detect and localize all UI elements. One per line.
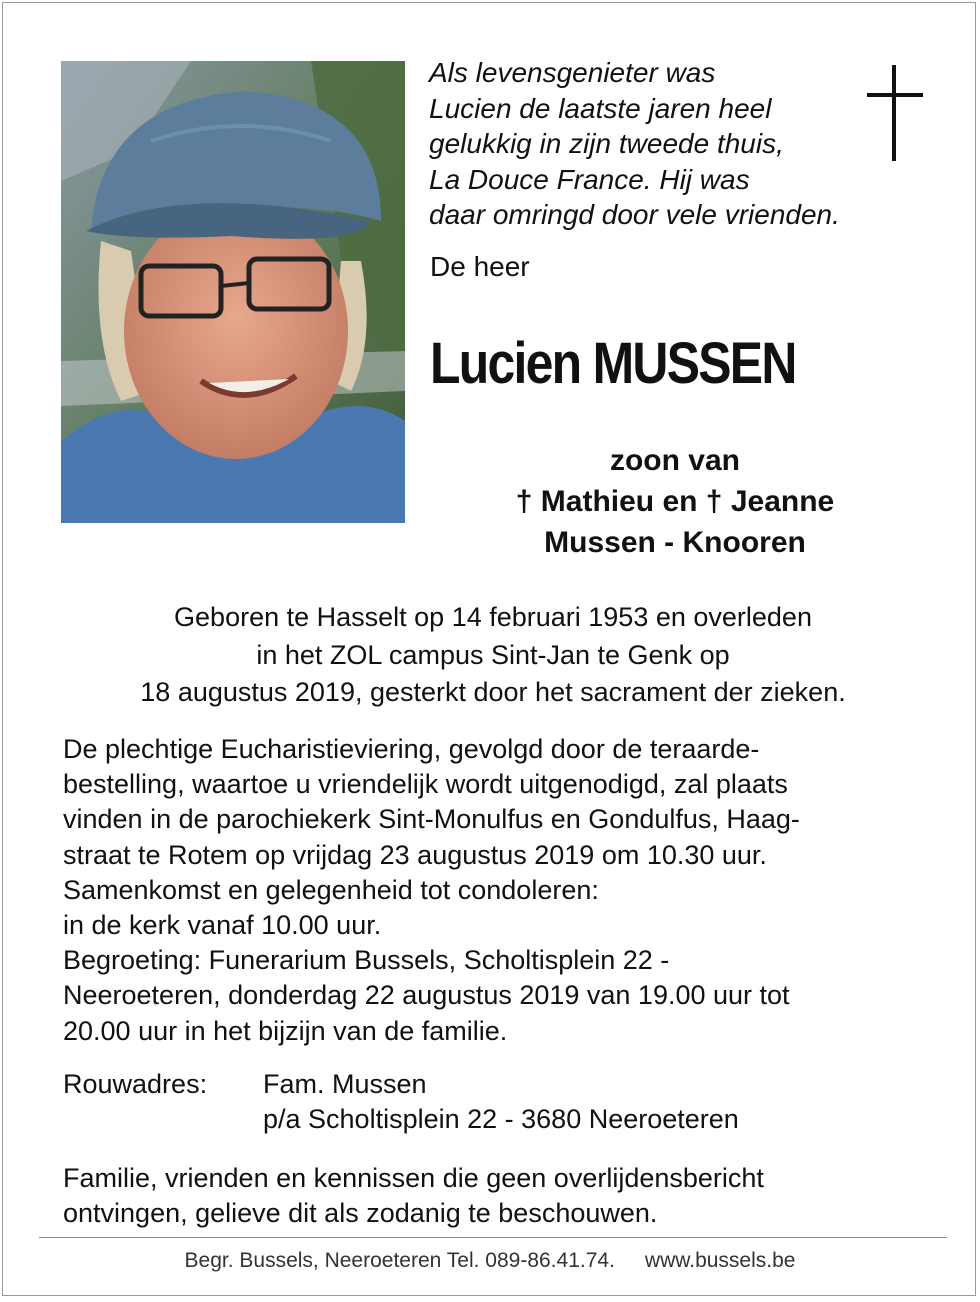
service-line: Begroeting: Funerarium Bussels, Scholtisplein 22 - [63, 945, 670, 976]
birth-death-paragraph [43, 599, 943, 712]
quote-line: Lucien de laatste jaren heel [429, 92, 772, 124]
deceased-name: Lucien MUSSEN [430, 331, 796, 396]
honorific-title: De heer [430, 251, 530, 282]
footer-divider [39, 1237, 947, 1238]
parents-line: zoon van [609, 444, 740, 477]
parents-block [433, 440, 917, 563]
service-line: Neeroeteren, donderdag 22 augustus 2019 van 19.00 uur tot [63, 980, 790, 1011]
parents-line: † Mathieu en † Jeanne [515, 485, 835, 518]
footer [3, 1249, 977, 1273]
quote-line: Als levensgenieter was [429, 57, 716, 88]
birth-line: Geboren te Hasselt op 14 februari 1953 en overleden [174, 602, 812, 632]
service-line: straat te Rotem op vrijdag 23 augustus 2019 om 10.30 uur. [63, 839, 767, 870]
mourning-address-line: p/a Scholtisplein 22 - 3680 Neeroeteren [263, 1104, 739, 1134]
closing-note [63, 1161, 764, 1231]
birth-line: in het ZOL campus Sint-Jan te Genk op [256, 639, 730, 670]
mourning-address-line: Fam. Mussen [263, 1069, 427, 1099]
quote-line: daar omringd door vele vrienden. [429, 199, 840, 230]
quote-line: gelukkig in zijn tweede thuis, [429, 128, 784, 159]
footer-website-link[interactable]: www.bussels.be [644, 1249, 796, 1272]
footer-contact: Begr. Bussels, Neeroeteren Tel. 089-86.41.74. [184, 1249, 615, 1272]
mourning-address-label: Rouwadres: [63, 1069, 208, 1099]
service-line: vinden in de parochiekerk Sint-Monulfus en Gondulfus, Haag- [63, 804, 800, 835]
parents-line: Mussen - Knooren [544, 526, 806, 559]
service-line: bestelling, waartoe u vriendelijk wordt uitgenodigd, zal plaats [63, 769, 788, 800]
funeral-service-paragraph [63, 732, 933, 1049]
service-line: Samenkomst en gelegenheid tot condoleren: [63, 874, 599, 905]
note-line: ontvingen, gelieve dit als zodanig te beschouwen. [63, 1198, 658, 1228]
mourning-address [63, 1067, 739, 1137]
obituary-quote [429, 55, 899, 233]
quote-line: La Douce France. Hij was [429, 163, 750, 195]
portrait-photo [61, 61, 405, 523]
service-line: in de kerk vanaf 10.00 uur. [63, 910, 382, 941]
birth-line: 18 augustus 2019, gesterkt door het sacrament der zieken. [140, 677, 846, 707]
note-line: Familie, vrienden en kennissen die geen overlijdensbericht [63, 1163, 764, 1193]
obituary-card [2, 2, 976, 1296]
latin-cross-icon [865, 65, 925, 163]
service-line: De plechtige Eucharistieviering, gevolgd door de teraarde- [63, 734, 760, 764]
service-line: 20.00 uur in het bijzijn van de familie. [63, 1015, 508, 1046]
